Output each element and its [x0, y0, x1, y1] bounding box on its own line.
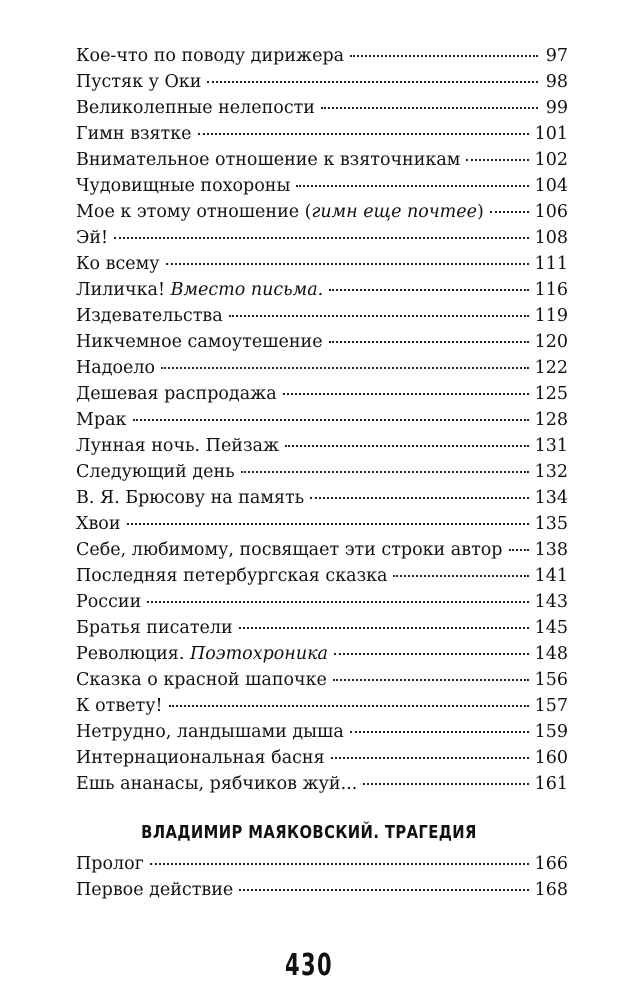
toc-entry: [76, 694, 568, 718]
toc-entry-title: Пустяк у Оки: [76, 72, 202, 92]
toc-entry-title: Нетрудно, ландышами дыша: [76, 722, 344, 742]
toc-entry: [76, 720, 568, 744]
toc-entry-title: Следующий день: [76, 462, 235, 482]
dot-leader: [285, 444, 529, 447]
toc-entry-page: 101: [534, 124, 568, 144]
toc-entry-title: Последняя петербургская сказка: [76, 566, 388, 586]
dot-leader: [333, 678, 529, 681]
dot-leader: [241, 470, 529, 473]
toc-entry-page: 159: [534, 722, 568, 742]
dot-leader: [198, 132, 529, 135]
toc-entry-title: Пролог: [76, 854, 144, 874]
toc-entry: [76, 174, 568, 198]
toc-entry-title: Внимательное отношение к взяточникам: [76, 150, 461, 170]
toc-entry-title: К ответу!: [76, 696, 163, 716]
toc-entry-title: Себе, любимому, посвящает эти строки автор: [76, 540, 503, 560]
dot-leader: [169, 704, 529, 707]
dot-leader: [133, 418, 529, 421]
toc-entry-page: 145: [534, 618, 568, 638]
toc-entry: [76, 356, 568, 380]
toc-entry-page: 132: [534, 462, 568, 482]
toc-entry-page: 166: [534, 854, 568, 874]
toc-entry: [76, 252, 568, 276]
toc-entry-title: России: [76, 592, 142, 612]
toc-entry-title: В. Я. Брюсову на память: [76, 488, 305, 508]
toc-entry: [76, 44, 568, 68]
toc-entry: [76, 148, 568, 172]
toc-entry-page: 119: [534, 306, 568, 326]
toc-entry: [76, 668, 568, 692]
dot-leader: [334, 652, 529, 655]
dot-leader: [296, 184, 528, 187]
dot-leader: [114, 236, 529, 239]
toc-entry-title: Надоело: [76, 358, 156, 378]
toc-entry-page: 160: [534, 748, 568, 768]
dot-leader: [239, 626, 529, 629]
dot-leader: [329, 288, 528, 291]
dot-leader: [239, 888, 528, 891]
toc-entry: [76, 278, 568, 302]
toc-entry-title: Издевательства: [76, 306, 223, 326]
toc-entry-page: 99: [545, 98, 568, 118]
toc-entry-page: 104: [534, 176, 568, 196]
dot-leader: [127, 522, 529, 525]
toc-entry-page: 106: [534, 202, 568, 222]
dot-leader: [466, 158, 528, 161]
dot-leader: [509, 548, 529, 551]
toc-entry: [76, 330, 568, 354]
toc-entry-title: Хвои: [76, 514, 121, 534]
toc-entry-title: Кое-что по поводу дирижера: [76, 46, 345, 66]
toc-entry: [76, 852, 568, 876]
toc-entry-page: 122: [534, 358, 568, 378]
toc-entry-title-italic: гимн еще почтее: [311, 202, 477, 222]
dot-leader: [490, 210, 529, 213]
toc-entry-page: 116: [534, 280, 568, 300]
toc-entry-page: 120: [534, 332, 568, 352]
toc-entry-title: Эй!: [76, 228, 109, 248]
dot-leader: [207, 80, 538, 83]
toc-entry-title: Лунная ночь. Пейзаж: [76, 436, 280, 456]
toc-entry-title: [76, 278, 323, 302]
toc-entry-title: Дешевая распродажа: [76, 384, 277, 404]
toc-entry-title-text: Революция.: [76, 644, 190, 664]
dot-leader: [329, 340, 529, 343]
dot-leader: [393, 574, 528, 577]
toc-entry-title: Мрак: [76, 410, 127, 430]
toc-entry: [76, 590, 568, 614]
toc-entry-page: 125: [534, 384, 568, 404]
toc-entry-title-after: ): [477, 202, 484, 222]
toc-entry: [76, 564, 568, 588]
toc-entry-title: Братья писатели: [76, 618, 233, 638]
section-heading: ВЛАДИМИР МАЯКОВСКИЙ. ТРАГЕДИЯ: [141, 822, 477, 843]
toc-entry-page: 134: [534, 488, 568, 508]
toc-entry-title: Великолепные нелепости: [76, 98, 315, 118]
toc-entry: [76, 772, 568, 796]
toc-entry: [76, 616, 568, 640]
toc-entry-page: 141: [534, 566, 568, 586]
toc-entry: [76, 642, 568, 666]
dot-leader: [310, 496, 528, 499]
dot-leader: [147, 600, 528, 603]
toc-entry-page: 102: [534, 150, 568, 170]
toc-entry: [76, 200, 568, 224]
toc-entry-page: 128: [534, 410, 568, 430]
toc-entry-title: Чудовищные похороны: [76, 176, 291, 196]
toc-entry: [76, 538, 568, 562]
toc-entry-page: 157: [534, 696, 568, 716]
toc-entry: [76, 486, 568, 510]
toc-entry-title: Ко всему: [76, 254, 160, 274]
toc-entry-page: 97: [545, 46, 568, 66]
toc-entry-page: 111: [534, 254, 568, 274]
toc-entry-page: 148: [534, 644, 568, 664]
toc-entry-title: Интернациональная басня: [76, 748, 325, 768]
toc-entry-title-text: Лиличка!: [76, 280, 171, 300]
page-number: 430: [284, 948, 334, 983]
toc-entry: [76, 382, 568, 406]
toc-entry: [76, 408, 568, 432]
toc-entry: [76, 96, 568, 120]
toc-entry: [76, 226, 568, 250]
toc-entry: [76, 304, 568, 328]
dot-leader: [321, 106, 538, 109]
toc-entry-page: 108: [534, 228, 568, 248]
toc-entry-page: 143: [534, 592, 568, 612]
toc-entry-page: 98: [545, 72, 568, 92]
toc-entry-title-italic: Вместо письма.: [170, 280, 324, 300]
dot-leader: [150, 862, 529, 865]
toc-entry-page: 156: [534, 670, 568, 690]
toc-entry: [76, 460, 568, 484]
toc-entry-page: 161: [534, 774, 568, 794]
toc-entry-page: 168: [534, 880, 568, 900]
dot-leader: [331, 756, 529, 759]
toc-entry-title: [76, 642, 328, 666]
dot-leader: [166, 262, 529, 265]
toc-entry-title: [76, 200, 484, 224]
toc-entry-page: 131: [534, 436, 568, 456]
toc-entry-title: Первое действие: [76, 880, 234, 900]
dot-leader: [283, 392, 529, 395]
toc-entry: [76, 512, 568, 536]
dot-leader: [161, 366, 529, 369]
toc-entry: [76, 70, 568, 94]
toc-entry-title: Ешь ананасы, рябчиков жуй...: [76, 774, 358, 794]
toc-entry: [76, 746, 568, 770]
dot-leader: [229, 314, 529, 317]
toc-entry: [76, 878, 568, 902]
toc-entry-title-italic: Поэтохроника: [189, 644, 328, 664]
toc-entry-title-text: Мое к этому отношение (: [76, 202, 312, 222]
toc-entry-title: Никчемное самоутешение: [76, 332, 323, 352]
toc-entry-title: Сказка о красной шапочке: [76, 670, 327, 690]
toc-entry-page: 138: [534, 540, 568, 560]
dot-leader: [363, 782, 528, 785]
dot-leader: [350, 54, 538, 57]
toc-entry-page: 135: [534, 514, 568, 534]
toc-entry: [76, 434, 568, 458]
toc-entry-title: Гимн взятке: [76, 124, 192, 144]
dot-leader: [350, 730, 529, 733]
toc-entry: [76, 122, 568, 146]
